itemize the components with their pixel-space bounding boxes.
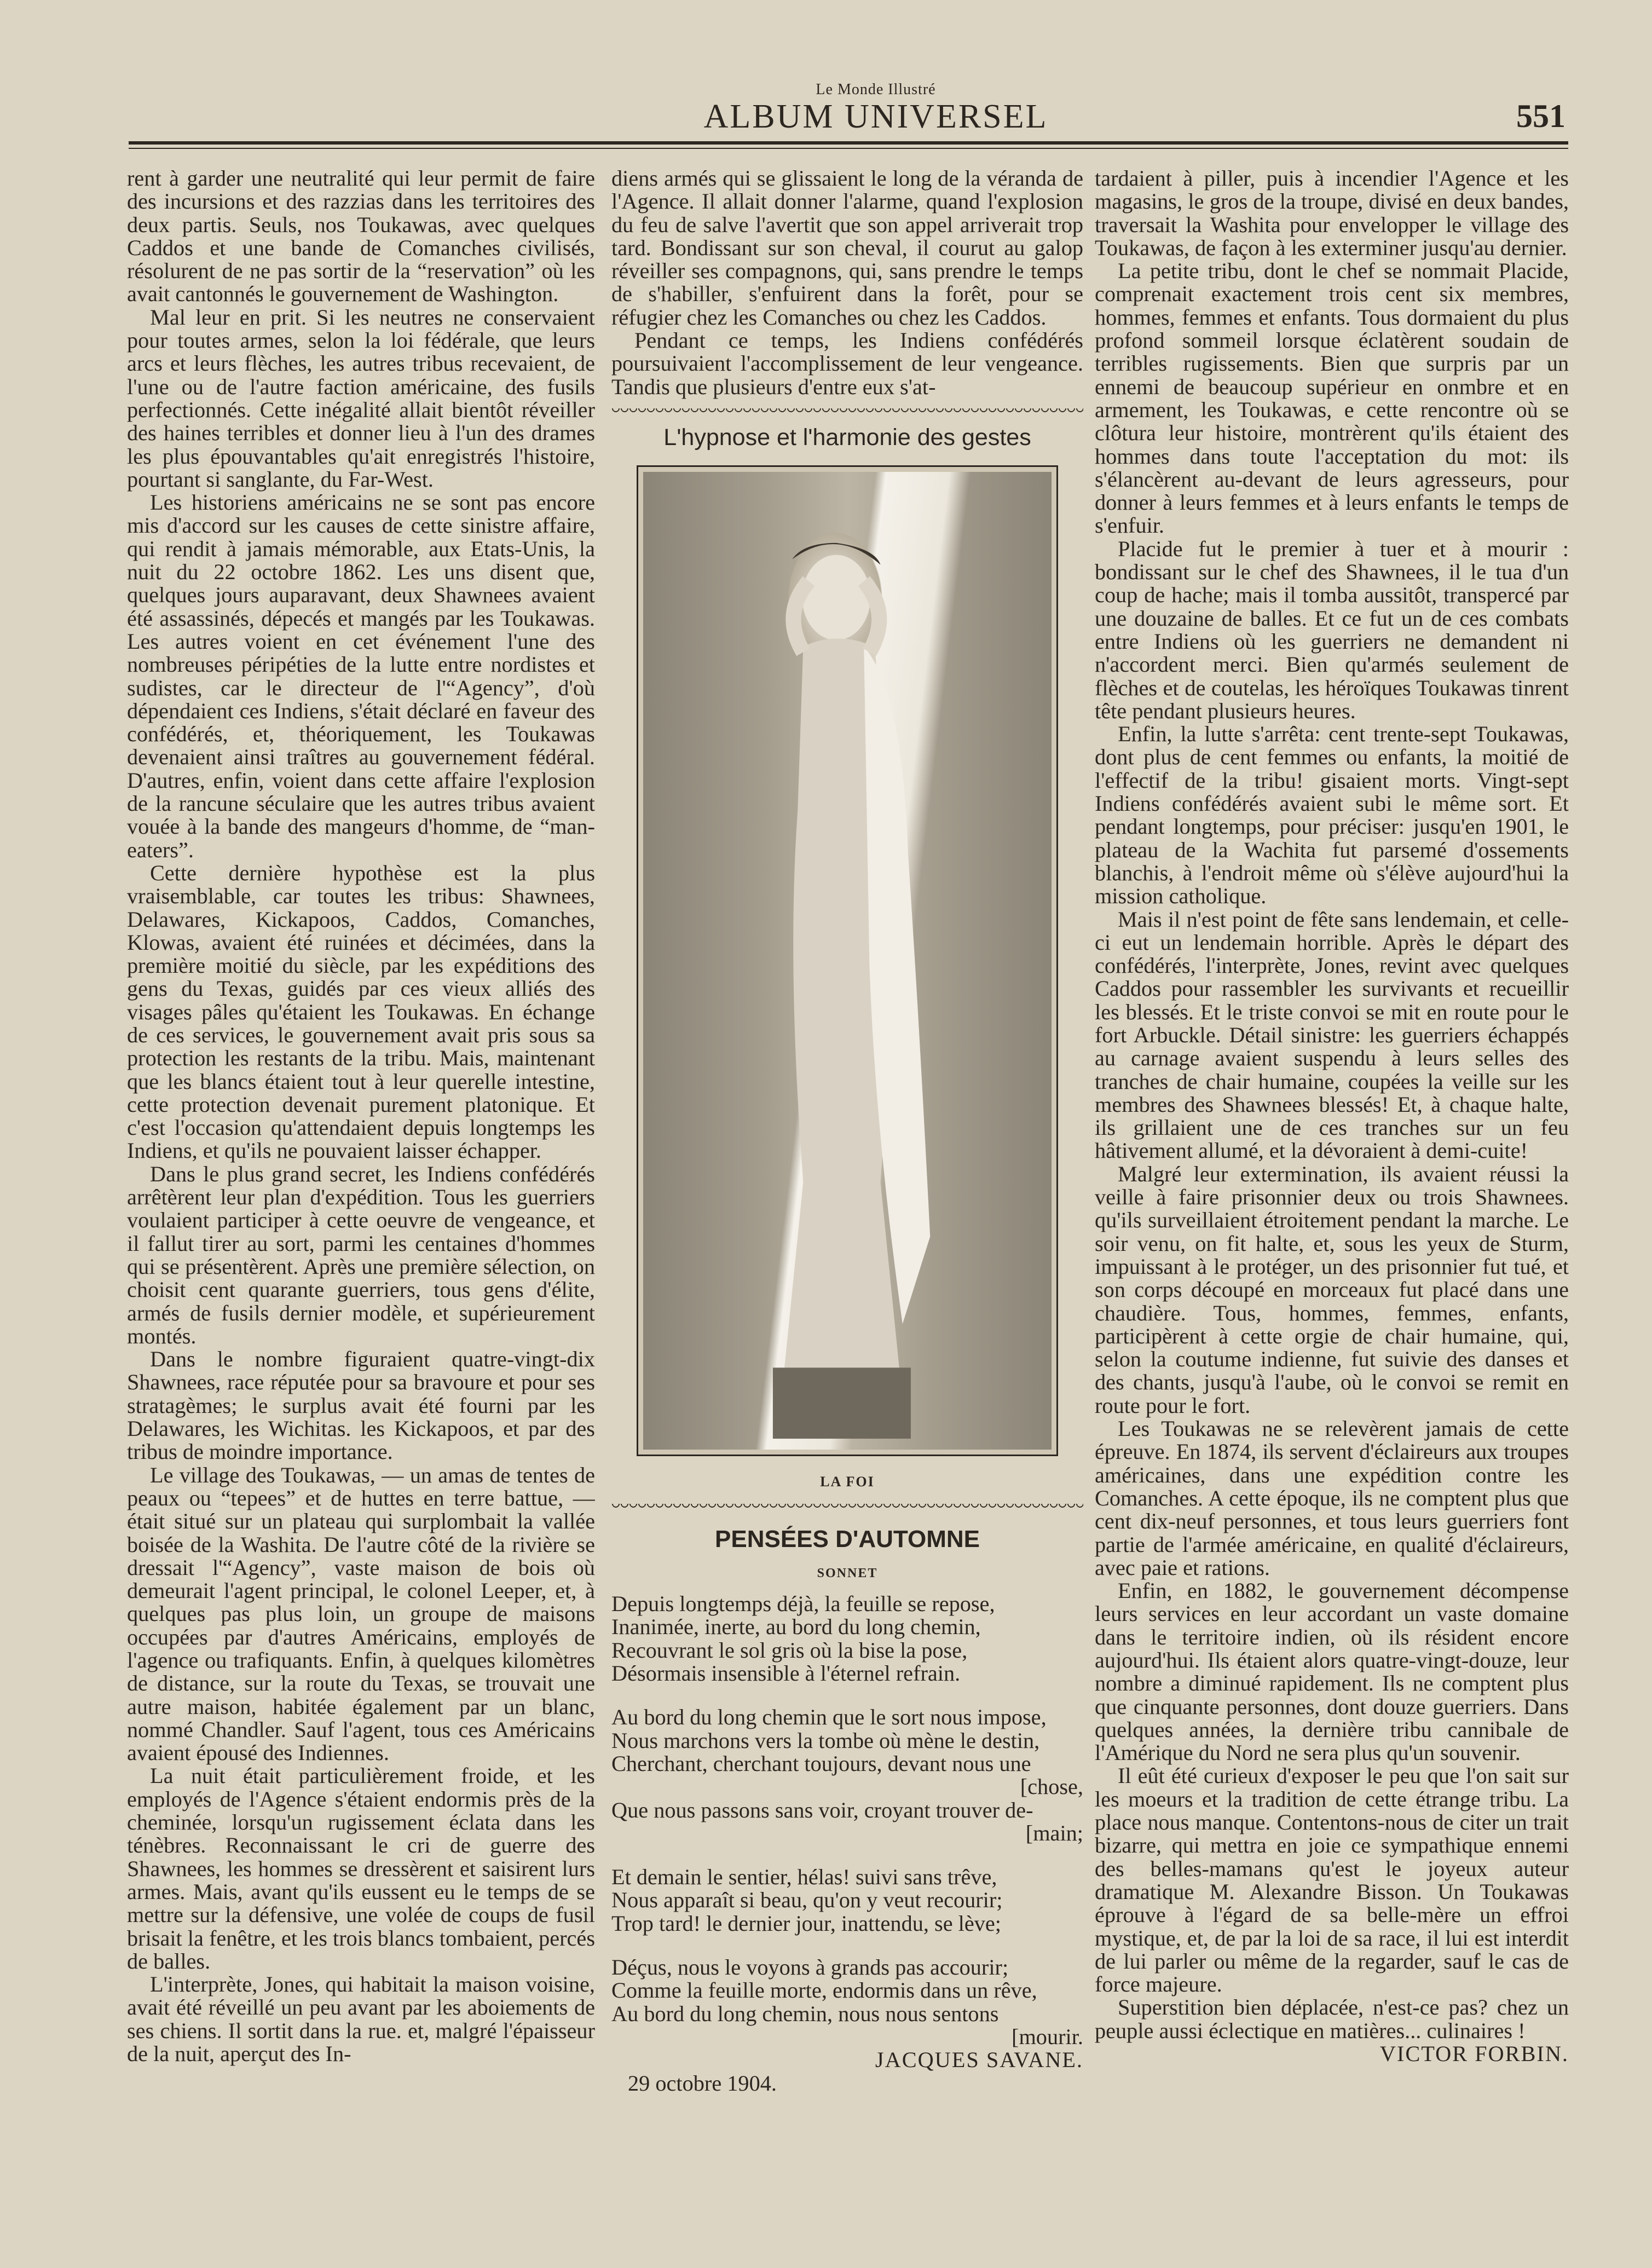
poem-line: Trop tard! le dernier jour, inattendu, se lève; bbox=[611, 1911, 1001, 1936]
poem-line: Recouvrant le sol gris où la bise la pose, bbox=[611, 1637, 968, 1663]
paragraph: Enfin, en 1882, le gouvernement décompense leurs services en leur accordant un vaste domaine dans le territoire indien, où ils résident encore aujourd'hui. Ils étaient alors quatre-vingt-douze, leur nombre a diminué rapidement. Ils ne comptent plus que cinquante personnes, dont douze guerriers. Dans quelques années, la dernière tribu cannibale de l'Amérique du Nord ne sera plus qu'un souvenir. bbox=[1095, 1578, 1569, 1765]
poem-line: Au bord du long chemin, nous nous sentons bbox=[611, 2001, 999, 2026]
paragraph: Le village des Toukawas, — un amas de tentes de peaux ou “tepees” et de huttes en terre battue, — était situé sur un plateau qui surplombait la vallée boisée de la Washita. De l'autre côté de la rivière se dressait l'“Agency”, vaste maison de bois où demeurait l'agent principal, le colonel Leeper, et, à quelques pas plus loin, un groupe de maisons occupées par d'autres Américains, employés de l'agence ou trafiquants. Enfin, à quelques kilomètres de distance, sur la route du Texas, se trouvait une autre maison, habitée également par un blanc, nommé Chandler. Sauf l'agent, tous ces Américains avaient épousé des Indiennes. bbox=[127, 1462, 595, 1765]
article-column-1 bbox=[127, 167, 595, 2231]
paragraph: Mais il n'est point de fête sans lendemain, et celle-ci eut un lendemain horrible. Après le départ des confédérés, l'interprète, Jones, revint avec quelques Caddos pour rassembler les survivants et recueillir les blessés. Et le triste convoi se mit en route pour le fort Arbuckle. Détail sinistre: les guerriers échappés au carnage avaient suspendu à leurs selles des tranches de chair humaine, coupées la veille sur les membres des Shawnees blessés! Et, à chaque halte, ils grillaient une de ces tranches sur un feu hâtivement allumé, et la dévoraient à demi-cuite! bbox=[1095, 907, 1569, 1163]
page-number: 551 bbox=[1516, 98, 1566, 134]
paragraph: Les historiens américains ne se sont pas encore mis d'accord sur les causes de cette sinistre affaire, qui rendit à jamais mémorable, aux Etats-Unis, la nuit du 22 octobre 1862. Les uns disent que, quelques jours auparavant, deux Shawnees avaient été assassinés, dépecés et mangés par les Toukawas. Les autres voient en cet événement l'une des nombreuses péripéties de la lutte entre nordistes et sudistes, car le directeur de l'“Agency”, d'où dépendaient ces Indiens, s'était déclaré en faveur des confédérés, et, théoriquement, les Toukawas devenaient ainsi traîtres au gouvernement fédéral. D'autres, enfin, voient dans cette affaire l'explosion de la rancune séculaire que les autres tribus avaient vouée à la bande des mangeurs d'homme, de “man-eaters”. bbox=[127, 490, 595, 862]
poem-line-continuation: [mourir. bbox=[1012, 2024, 1083, 2049]
article-signature: VICTOR FORBIN. bbox=[1379, 2041, 1569, 2067]
paragraph: Enfin, la lutte s'arrêta: cent trente-sept Toukawas, dont plus de cent femmes ou enfants, la moitié de l'effectif de la tribu! gisaient morts. Vingt-sept Indiens confédérés avaient subi le même sort. Et pendant longtemps, pour préciser: jusqu'en 1901, le plateau de la Wachita fut parsemé d'ossements blanchis, à l'endroit même où s'élève aujourd'hui la mission catholique. bbox=[1095, 722, 1569, 909]
paragraph: Malgré leur extermination, ils avaient réussi la veille à faire prisonnier deux ou trois Shawnees. qu'ils surveillaient étroitement pendant la marche. Le soir venu, on fit halte, et, sous les yeux de Sturm, impuissant à le protéger, un des prisonnier fut tué, et son corps découpé en morceaux fut placé dans une chaudière. Tous, hommes, femmes, enfants, participèrent à cette orgie de chair humaine, qui, selon la coutume indienne, fut suivie des danses et des chants, jusqu'à l'aube, où le convoi se remit en route pour le fort. bbox=[1095, 1161, 1569, 1418]
poem-subtitle: SONNET bbox=[817, 1566, 878, 1580]
poem-line: Cherchant, cherchant toujours, devant nous une bbox=[611, 1751, 1031, 1776]
poem-line-continuation: [main; bbox=[1025, 1820, 1083, 1845]
paragraph: diens armés qui se glissaient le long de la véranda de l'Agence. Il allait donner l'alarme, quand l'explosion du feu de salve l'avertit que son appel arriverait trop tard. Bondissant sur son cheval, il courut au galop réveiller ses compagnons, qui, sans prendre le temps de s'habiller, s'enfuirent dans la forêt, pour se réfugier chez les Comanches ou chez les Caddos. bbox=[611, 167, 1083, 330]
paragraph: Mal leur en prit. Si les neutres ne conservaient pour toutes armes, selon la loi fédérale, que leurs arcs et leurs flèches, les autres tribus recevaient, de l'une ou de l'autre faction américaine, des fusils perfectionnés. Cette inégalité allait bientôt réveiller des haines terribles et donner lieu à l'un des drames les plus épouvantables qu'ait enregistrés l'histoire, pourtant si sanglante, du Far-West. bbox=[127, 304, 595, 492]
paragraph: La petite tribu, dont le chef se nommait Placide, comprenait exactement trois cent six membres, hommes, femmes et enfants. Tous dormaient du plus profond sommeil lorsque éclatèrent soudain de terribles rugissements. Bien que surpris par un ennemi de beaucoup supérieur en onmbre et en armement, les Toukawas, e cette rencontre où se clôtura leur histoire, montrèrent qu'ils étaient des hommes dans toute l'acceptation du mot: ils s'élancèrent au-devant de leurs agresseurs, pour donner à leurs femmes et à leurs enfants le temps de s'enfuir. bbox=[1095, 258, 1569, 538]
poem-line: Inanimée, inerte, au bord du long chemin, bbox=[611, 1614, 981, 1640]
paragraph: Les Toukawas ne se relevèrent jamais de cette épreuve. En 1874, ils servent d'éclaireurs aux troupes américaines, dans une expédition contre les Comanches. A cette époque, ils ne comptent plus que cent dix-neuf personnes, et tous leurs guerriers font partie de l'armée américaine, en qualité d'éclaireurs, avec paie et rations. bbox=[1095, 1416, 1569, 1580]
poem-signature: JACQUES SAVANE. bbox=[875, 2047, 1083, 2073]
paragraph: tardaient à piller, puis à incendier l'Agence et les magasins, le gros de la troupe, divisé en deux bandes, traversait la Washita pour envelopper le village des Toukawas, de façon à les exterminer jusqu'au dernier. bbox=[1095, 167, 1569, 260]
paragraph: rent à garder une neutralité qui leur permit de faire des incursions et des razzias dans les territoires des deux partis. Seuls, nos Toukawas, avec quelques Caddos et une bande de Comanches civilisés, résolurent de ne pas sortir de la “reservation” où les avait cantonnés le gouvernement de Washington. bbox=[127, 167, 595, 307]
paragraph: Superstition bien déplacée, n'est-ce pas? chez un peuple aussi éclectique en matières... culinaires ! bbox=[1095, 1995, 1569, 2043]
paragraph: Dans le nombre figuraient quatre-vingt-dix Shawnees, race réputée pour sa bravoure et pour ses stratagèmes; le surplus avait été fourni par les Delawares, les Wichitas. les Kickapoos, et par des tribus de moindre importance. bbox=[127, 1347, 595, 1464]
paragraph: Il eût été curieux d'exposer le peu que l'on sait sur les moeurs et la tradition de cette étrange tribu. La place nous manque. Contentons-nous de citer un trait bizarre, qui mettra en joie ce sympathique ennemi des belles-mamans qu'est le joyeux auteur dramatique M. Alexandre Bisson. Un Toukawas éprouve à l'égard de sa belle-mère un effroi mystique, et, de par la loi de sa race, il lui est interdit de lui parler ou même de la regarder, sauf le cas de force majeure. bbox=[1095, 1763, 1569, 1997]
poem-line: Nous marchons vers la tombe où mène le destin, bbox=[611, 1728, 1040, 1753]
header-rule-thin bbox=[129, 148, 1568, 149]
paragraph: La nuit était particulièrement froide, et les employés de l'Agence s'étaient endormis près de la cheminée, lorsqu'un rugissement éclata dans les ténèbres. Reconnaissant le cri de guerre des Shawnees, les hommes se dressèrent et saisirent lurs armes. Mais, avant qu'ils eussent eu le temps de se mettre sur la défensive, une volée de coups de fusil brisait la fenêtre, et les trois blancs tombaient, percés de balles. bbox=[127, 1763, 595, 1973]
poem-line: Et demain le sentier, hélas! suivi sans trêve, bbox=[611, 1865, 997, 1890]
paragraph: Pendant ce temps, les Indiens confédérés poursuivaient l'accomplissement de leur vengeance. Tandis que plusieurs d'entre eux s'at- bbox=[611, 328, 1083, 399]
poem-title: PENSÉES D'AUTOMNE bbox=[715, 1525, 980, 1553]
masthead-title: ALBUM UNIVERSEL bbox=[703, 98, 1048, 135]
paragraph: Placide fut le premier à tuer et à mourir : bondissant sur le chef des Shawnees, il le tua d'un coup de hache; mais il tomba aussitôt, transpercé par une douzaine de balles. Et ce fut un de ces combats entre Indiens où les guerriers ne demandent ni n'accordent merci. Bien qu'armés seulement de flèches et de coutelas, les héroïques Toukawas tinrent tête pendant plusieurs heures. bbox=[1095, 536, 1569, 723]
poem-line: Au bord du long chemin que le sort nous impose, bbox=[611, 1705, 1047, 1730]
paragraph: Cette dernière hypothèse est la plus vraisemblable, car toutes les tribus: Shawnees, Delawares, Kickapoos, Caddos, Comanches, Klowas, avaient été ruinées et décimées, dans la première moitié du siècle, par les expéditions des gens du Texas, guidés par ces vieux alliés des visages pâles qu'étaient les Toukawas. En échange de ces services, le gouvernement avait pris sous sa protection les restants de la tribu. Mais, maintenant que les blancs étaient tout à leur querelle intestine, cette protection devenait purement platonique. Et c'est l'occasion qu'attendaient depuis longtemps les Indiens, et qu'ils ne pouvaient laisser échapper. bbox=[127, 860, 595, 1163]
paragraph: Dans le plus grand secret, les Indiens confédérés arrêtèrent leur plan d'expédition. Tous les guerriers voulaient participer à cette oeuvre de vengeance, et il fallut tirer au sort, parmi les centaines d'hommes qui se présentèrent. Après une première sélection, on choisit cent quarante guerriers, tous gens d'élite, armés de fusils dernier modèle, et supérieurement montés. bbox=[127, 1161, 595, 1348]
photo-caption: LA FOI bbox=[820, 1474, 875, 1490]
poem-stanza-4 bbox=[611, 1956, 1083, 2048]
poem-line: Depuis longtemps déjà, la feuille se repose, bbox=[611, 1591, 995, 1617]
poem-stanza-1 bbox=[611, 1592, 1083, 1685]
masthead-subtitle: Le Monde Illustré bbox=[816, 81, 936, 98]
poem-line: Que nous passons sans voir, croyant trouver de- bbox=[611, 1797, 1033, 1822]
article-column-2 bbox=[611, 167, 1083, 2231]
poem-line: Déçus, nous le voyons à grands pas accourir; bbox=[611, 1955, 1009, 1980]
poem-stanza-2 bbox=[611, 1706, 1083, 1845]
figure-silhouette bbox=[643, 472, 1052, 1450]
paragraph: L'interprète, Jones, qui habitait la maison voisine, avait été réveillé un peu avant par les aboiements de ses chiens. Il sortit dans la rue. et, malgré l'épaisseur de la nuit, aperçut des In- bbox=[127, 1972, 595, 2067]
woman-portrait-photo bbox=[643, 472, 1052, 1450]
photo-frame bbox=[637, 465, 1058, 1456]
poem-line-continuation: [chose, bbox=[1020, 1774, 1083, 1799]
wavy-divider bbox=[611, 1504, 1083, 1511]
header-rule-thick bbox=[129, 141, 1568, 145]
poem-line: Comme la feuille morte, endormis dans un rêve, bbox=[611, 1978, 1037, 2003]
poem-line: Désormais insensible à l'éternel refrain. bbox=[611, 1661, 961, 1686]
wavy-divider bbox=[611, 408, 1083, 416]
poem-stanza-3 bbox=[611, 1866, 1083, 1935]
poem-line: Nous apparaît si beau, qu'on y veut recourir; bbox=[611, 1888, 1003, 1913]
poem-date: 29 octobre 1904. bbox=[628, 2070, 777, 2096]
article-column-3 bbox=[1095, 167, 1569, 2231]
section-heading: L'hypnose et l'harmonie des gestes bbox=[663, 424, 1031, 451]
